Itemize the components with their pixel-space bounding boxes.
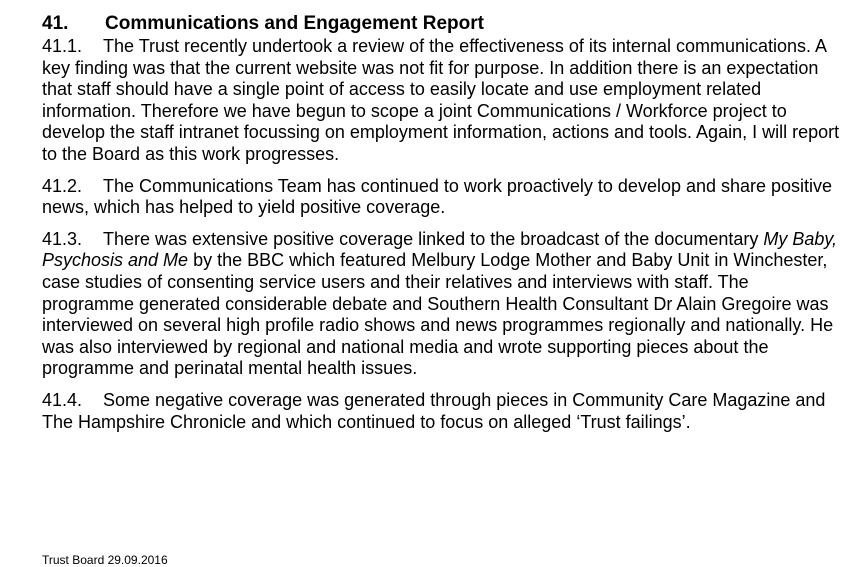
paragraph-text-continued: by the BBC which featured Melbury Lodge Mother and Baby Unit in Winchester, case studies of consenting service users and their relatives and interviews with staff. The programme generated considerable debate and Southern Health Consultant Dr Alain Gregoire was interviewed on several high profile radio shows and news programmes regionally and nationally. He was also interviewed by regional and national media and wrote supporting pieces about the programme and perinatal mental health issues. [42,250,834,379]
paragraph-41-4 [42,390,842,433]
paragraph-number: 41.3. [42,228,83,249]
paragraph-41-3 [42,229,842,380]
document-body [42,12,842,433]
page-footer: Trust Board 29.09.2016 [42,553,168,567]
section-title: Communications and Engagement Report [105,13,484,34]
paragraph-text: There was extensive positive coverage linked to the broadcast of the documentary [103,228,764,249]
paragraph-number: 41.1. [42,36,83,56]
section-heading [42,12,842,36]
paragraph-41-1 [42,36,842,166]
paragraph-number: 41.2. [42,175,83,196]
paragraph-number: 41.4. [42,389,83,410]
section-number: 41. [42,13,69,34]
paragraph-text: The Trust recently undertook a review of the effectiveness of its internal communications. A key finding was that the current website was not fit for purpose. In addition there is an expectation that staff should have a single point of access to easily locate and use employment related information. Therefore we have begun to scope a joint Communications / Workforce project to develop the staff intranet focussing on employment information, actions and tools. Again, I will report to the Board as this work progresses. [42,36,840,164]
documentary-title: My Baby, Psychosis and Me [42,228,838,271]
paragraph-text: The Communications Team has continued to work proactively to develop and share positive news, which has helped to yield positive coverage. [42,175,833,218]
paragraph-41-2 [42,176,842,219]
paragraph-text: Some negative coverage was generated through pieces in Community Care Magazine and The Hampshire Chronicle and which continued to focus on alleged ‘Trust failings’. [42,389,826,432]
